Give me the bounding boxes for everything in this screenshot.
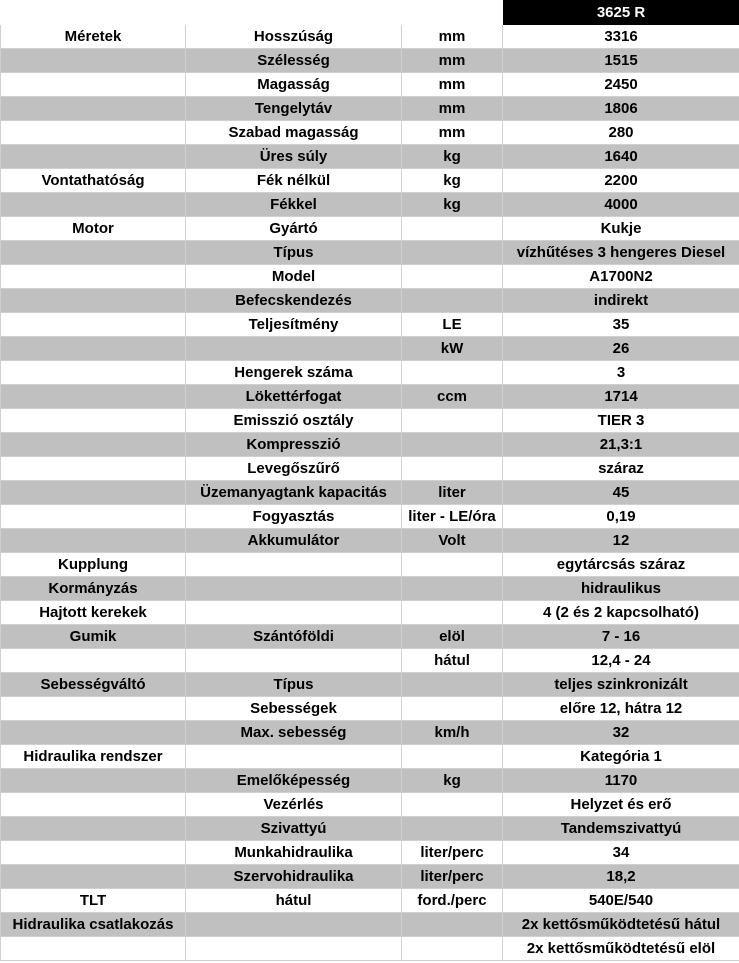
model-header-cell: 3625 R	[503, 1, 739, 25]
header-empty-cell	[186, 1, 402, 25]
unit-cell	[402, 457, 503, 481]
unit-cell	[402, 817, 503, 841]
category-cell: Méretek	[1, 25, 186, 49]
value-cell: 4 (2 és 2 kapcsolható)	[503, 601, 739, 625]
parameter-cell: Fék nélkül	[186, 169, 402, 193]
unit-cell: mm	[402, 25, 503, 49]
parameter-cell	[186, 601, 402, 625]
parameter-cell: Típus	[186, 241, 402, 265]
value-cell: egytárcsás száraz	[503, 553, 739, 577]
category-cell	[1, 841, 186, 865]
category-cell: Motor	[1, 217, 186, 241]
category-cell	[1, 289, 186, 313]
category-cell: Kupplung	[1, 553, 186, 577]
table-row	[1, 289, 739, 313]
value-cell: 4000	[503, 193, 739, 217]
table-row	[1, 169, 739, 193]
parameter-cell	[186, 937, 402, 961]
parameter-cell: Üres súly	[186, 145, 402, 169]
value-cell: 45	[503, 481, 739, 505]
parameter-cell: Hengerek száma	[186, 361, 402, 385]
value-cell: 1170	[503, 769, 739, 793]
category-cell: Kormányzás	[1, 577, 186, 601]
parameter-cell	[186, 913, 402, 937]
value-cell: 2x kettősműködtetésű elöl	[503, 937, 739, 961]
parameter-cell: Befecskendezés	[186, 289, 402, 313]
table-row	[1, 865, 739, 889]
category-cell	[1, 649, 186, 673]
parameter-cell: Szervohidraulika	[186, 865, 402, 889]
parameter-cell: Fogyasztás	[186, 505, 402, 529]
value-cell: Helyzet és erő	[503, 793, 739, 817]
table-row	[1, 337, 739, 361]
value-cell: 2450	[503, 73, 739, 97]
category-cell	[1, 481, 186, 505]
parameter-cell	[186, 337, 402, 361]
unit-cell	[402, 913, 503, 937]
parameter-cell: Szántóföldi	[186, 625, 402, 649]
value-cell: 1515	[503, 49, 739, 73]
header-empty-cell	[402, 1, 503, 25]
table-row	[1, 673, 739, 697]
category-cell	[1, 97, 186, 121]
unit-cell: liter - LE/óra	[402, 505, 503, 529]
parameter-cell: Levegőszűrő	[186, 457, 402, 481]
category-cell	[1, 241, 186, 265]
table-row	[1, 97, 739, 121]
table-row	[1, 937, 739, 961]
value-cell: 35	[503, 313, 739, 337]
parameter-cell: Hosszúság	[186, 25, 402, 49]
table-row	[1, 625, 739, 649]
unit-cell	[402, 697, 503, 721]
unit-cell: ccm	[402, 385, 503, 409]
spec-table-body	[1, 1, 739, 961]
table-row	[1, 313, 739, 337]
unit-cell	[402, 217, 503, 241]
category-cell	[1, 313, 186, 337]
unit-cell: mm	[402, 97, 503, 121]
category-cell	[1, 721, 186, 745]
parameter-cell	[186, 649, 402, 673]
category-cell	[1, 193, 186, 217]
parameter-cell: Model	[186, 265, 402, 289]
table-row	[1, 601, 739, 625]
value-cell: 2x kettősműködtetésű hátul	[503, 913, 739, 937]
table-row	[1, 841, 739, 865]
value-cell: indirekt	[503, 289, 739, 313]
table-row	[1, 697, 739, 721]
unit-cell: elöl	[402, 625, 503, 649]
category-cell: Sebességváltó	[1, 673, 186, 697]
category-cell	[1, 121, 186, 145]
category-cell: Hidraulika csatlakozás	[1, 913, 186, 937]
header-empty-cell	[1, 1, 186, 25]
parameter-cell: Tengelytáv	[186, 97, 402, 121]
table-row	[1, 649, 739, 673]
table-row	[1, 121, 739, 145]
value-cell: Tandemszivattyú	[503, 817, 739, 841]
category-cell	[1, 865, 186, 889]
unit-cell	[402, 793, 503, 817]
category-cell	[1, 265, 186, 289]
parameter-cell: Teljesítmény	[186, 313, 402, 337]
table-row	[1, 73, 739, 97]
category-cell: Vontathatóság	[1, 169, 186, 193]
unit-cell	[402, 601, 503, 625]
category-cell	[1, 73, 186, 97]
category-cell	[1, 145, 186, 169]
parameter-cell	[186, 553, 402, 577]
value-cell: 12	[503, 529, 739, 553]
value-cell: 21,3:1	[503, 433, 739, 457]
unit-cell: liter/perc	[402, 865, 503, 889]
table-row	[1, 49, 739, 73]
value-cell: Kukje	[503, 217, 739, 241]
unit-cell: kg	[402, 769, 503, 793]
parameter-cell: Kompresszió	[186, 433, 402, 457]
parameter-cell: Akkumulátor	[186, 529, 402, 553]
category-cell	[1, 505, 186, 529]
value-cell: 1806	[503, 97, 739, 121]
value-cell: 7 - 16	[503, 625, 739, 649]
unit-cell: mm	[402, 49, 503, 73]
category-cell	[1, 937, 186, 961]
table-row	[1, 721, 739, 745]
table-row	[1, 25, 739, 49]
table-row	[1, 553, 739, 577]
value-cell: 0,19	[503, 505, 739, 529]
category-cell	[1, 409, 186, 433]
parameter-cell: hátul	[186, 889, 402, 913]
parameter-cell: Munkahidraulika	[186, 841, 402, 865]
table-row	[1, 913, 739, 937]
table-row	[1, 265, 739, 289]
table-row	[1, 385, 739, 409]
table-row	[1, 193, 739, 217]
category-cell	[1, 433, 186, 457]
value-cell: teljes szinkronizált	[503, 673, 739, 697]
parameter-cell: Gyártó	[186, 217, 402, 241]
unit-cell	[402, 241, 503, 265]
table-row	[1, 793, 739, 817]
table-row	[1, 145, 739, 169]
category-cell	[1, 769, 186, 793]
unit-cell: hátul	[402, 649, 503, 673]
table-row	[1, 481, 739, 505]
unit-cell	[402, 265, 503, 289]
parameter-cell: Típus	[186, 673, 402, 697]
unit-cell: km/h	[402, 721, 503, 745]
table-row	[1, 577, 739, 601]
parameter-cell	[186, 577, 402, 601]
value-cell: 26	[503, 337, 739, 361]
parameter-cell: Szabad magasság	[186, 121, 402, 145]
parameter-cell: Üzemanyagtank kapacitás	[186, 481, 402, 505]
unit-cell	[402, 577, 503, 601]
parameter-cell: Max. sebesség	[186, 721, 402, 745]
parameter-cell: Emisszió osztály	[186, 409, 402, 433]
header-row	[1, 1, 739, 25]
value-cell: 540E/540	[503, 889, 739, 913]
category-cell	[1, 457, 186, 481]
table-row	[1, 505, 739, 529]
category-cell	[1, 793, 186, 817]
parameter-cell: Szivattyú	[186, 817, 402, 841]
unit-cell: kW	[402, 337, 503, 361]
unit-cell: kg	[402, 145, 503, 169]
parameter-cell: Sebességek	[186, 697, 402, 721]
category-cell	[1, 337, 186, 361]
category-cell	[1, 385, 186, 409]
parameter-cell	[186, 745, 402, 769]
category-cell: Gumik	[1, 625, 186, 649]
table-row	[1, 817, 739, 841]
value-cell: vízhűtéses 3 hengeres Diesel	[503, 241, 739, 265]
table-row	[1, 745, 739, 769]
unit-cell: LE	[402, 313, 503, 337]
table-row	[1, 361, 739, 385]
category-cell	[1, 49, 186, 73]
table-row	[1, 241, 739, 265]
table-row	[1, 769, 739, 793]
table-row	[1, 217, 739, 241]
category-cell: Hidraulika rendszer	[1, 745, 186, 769]
unit-cell: mm	[402, 121, 503, 145]
unit-cell	[402, 409, 503, 433]
parameter-cell: Fékkel	[186, 193, 402, 217]
category-cell	[1, 817, 186, 841]
table-row	[1, 889, 739, 913]
unit-cell: kg	[402, 193, 503, 217]
value-cell: 3316	[503, 25, 739, 49]
unit-cell	[402, 937, 503, 961]
unit-cell: Volt	[402, 529, 503, 553]
unit-cell	[402, 553, 503, 577]
parameter-cell: Vezérlés	[186, 793, 402, 817]
unit-cell	[402, 745, 503, 769]
value-cell: 3	[503, 361, 739, 385]
value-cell: Kategória 1	[503, 745, 739, 769]
category-cell: TLT	[1, 889, 186, 913]
unit-cell: mm	[402, 73, 503, 97]
unit-cell: ford./perc	[402, 889, 503, 913]
value-cell: A1700N2	[503, 265, 739, 289]
value-cell: előre 12, hátra 12	[503, 697, 739, 721]
unit-cell: liter/perc	[402, 841, 503, 865]
parameter-cell: Szélesség	[186, 49, 402, 73]
parameter-cell: Lökettérfogat	[186, 385, 402, 409]
unit-cell	[402, 433, 503, 457]
parameter-cell: Magasság	[186, 73, 402, 97]
unit-cell	[402, 289, 503, 313]
unit-cell: liter	[402, 481, 503, 505]
parameter-cell: Emelőképesség	[186, 769, 402, 793]
value-cell: 12,4 - 24	[503, 649, 739, 673]
table-row	[1, 457, 739, 481]
value-cell: TIER 3	[503, 409, 739, 433]
table-row	[1, 409, 739, 433]
table-row	[1, 433, 739, 457]
category-cell: Hajtott kerekek	[1, 601, 186, 625]
value-cell: száraz	[503, 457, 739, 481]
unit-cell	[402, 361, 503, 385]
unit-cell: kg	[402, 169, 503, 193]
value-cell: hidraulikus	[503, 577, 739, 601]
value-cell: 2200	[503, 169, 739, 193]
category-cell	[1, 361, 186, 385]
category-cell	[1, 529, 186, 553]
value-cell: 34	[503, 841, 739, 865]
unit-cell	[402, 673, 503, 697]
value-cell: 18,2	[503, 865, 739, 889]
table-row	[1, 529, 739, 553]
value-cell: 1714	[503, 385, 739, 409]
value-cell: 32	[503, 721, 739, 745]
value-cell: 1640	[503, 145, 739, 169]
category-cell	[1, 697, 186, 721]
value-cell: 280	[503, 121, 739, 145]
